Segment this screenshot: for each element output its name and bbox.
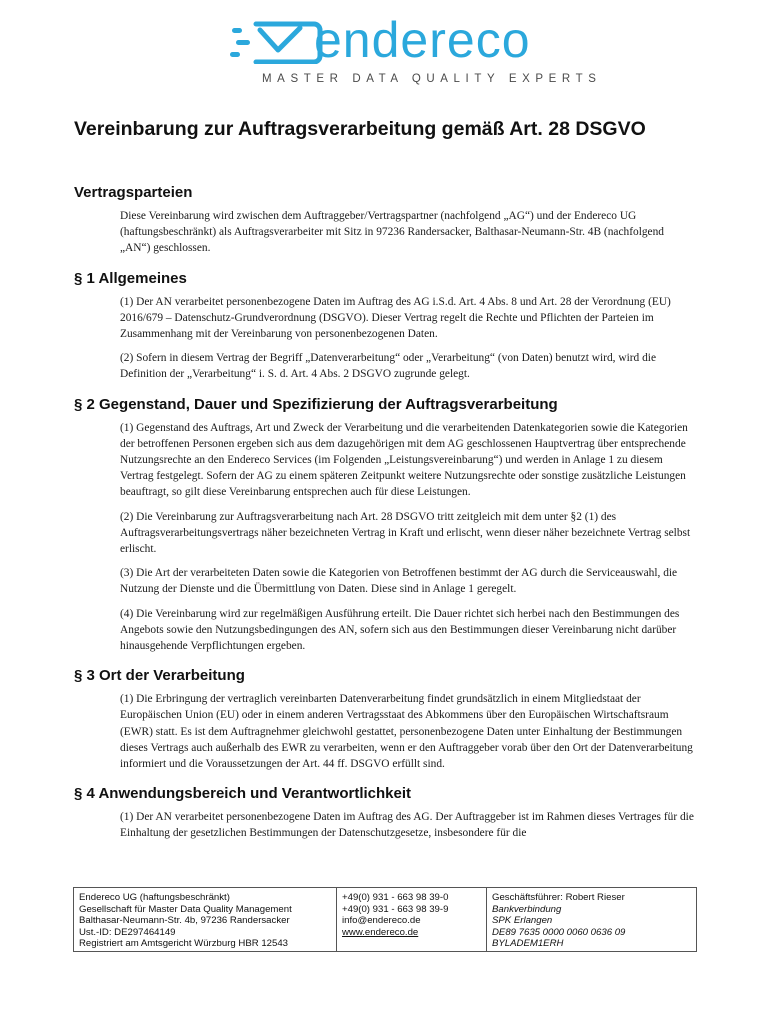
paragraph: (4) Die Vereinbarung wird zur regelmäßigen Ausführung erteilt. Die Dauer richtet sich herbei nach den Bestimmungen des Angebots sowie den Nutzungsbedingungen des AN, sofern sich aus den Bestimmungen dieser Vereinbarung nicht darüber hinausgehende Verpflichtungen ergeben. xyxy=(120,607,680,653)
section-1-general xyxy=(74,270,694,383)
footer-bank xyxy=(487,888,696,951)
footer-bank-label: Bankverbindung xyxy=(492,903,562,915)
envelope-check-icon xyxy=(230,20,326,64)
paragraph: (2) Sofern in diesem Vertrag der Begriff „Datenverarbeitung“ oder „Verarbeitung“ (von Daten) benutzt wird, wird die Definition der „Verarbeitung“ i. S. d. Art. 4 Abs. 2 DSGVO zugrunde gelegt. xyxy=(120,352,656,381)
paragraph: (2) Die Vereinbarung zur Auftragsverarbeitung nach Art. 28 DSGVO tritt zeitgleich mit dem unter §2 (1) des Auftragsverarbeitungsvertrags näher bezeichneten Vertrag in Kraft und erlischt, wenn dieser näher bezeichnete Vertrag selbst erlischt. xyxy=(120,510,691,556)
footer-website-link[interactable]: www.endereco.de xyxy=(342,926,419,938)
paragraph: (1) Gegenstand des Auftrags, Art und Zweck der Verarbeitung und die verarbeitenden Datenkategorien sowie die Kategorien der betroffenen Personen ergeben sich aus dem dazugehörigen mit dem AG geschlossenen Hauptvertrag über entsprechende Nutzungsrechte an den Endereco Services (im Folgenden „Leistungsvereinbarung“) und werden in Anlage 1 zu diesem Vertrag festgelegt. Sofern der AG zu einem späteren Zeitpunkt weitere Nutzungsrechte oder sonstige zusätzliche Leistungen beauftragt, so gilt diese Vereinbarung entsprechen auch für diese Leistungen. xyxy=(120,421,688,499)
section-4-scope xyxy=(74,785,694,841)
document-title: Vereinbarung zur Auftragsverarbeitung gemäß Art. 28 DSGVO xyxy=(74,118,646,140)
logo-tagline: MASTER DATA QUALITY EXPERTS xyxy=(262,73,602,85)
paragraph: (1) Der AN verarbeitet personenbezogene Daten im Auftrag des AG i.S.d. Art. 4 Abs. 8 und Art. 28 der Verordnung (EU) 2016/679 – Datenschutz-Grundverordnung (DSGVO). Dieser Vertrag regelt die Rechte und Pflichten der Parteien im Zusammenhang mit der Vereinbarung von personenbezogenen Daten. xyxy=(120,295,671,341)
section-heading: § 2 Gegenstand, Dauer und Spezifizierung der Auftragsverarbeitung xyxy=(74,395,558,413)
footer-iban: DE89 7635 0000 0060 0636 09 xyxy=(492,926,626,938)
paragraph: (1) Der AN verarbeitet personenbezogene Daten im Auftrag des AG. Der Auftraggeber ist im Rahmen dieses Vertrages für die Einhaltung der gesetzlichen Bestimmungen der Datenschutzgesetze, insbesondere für die xyxy=(120,811,694,840)
company-logo xyxy=(230,12,602,92)
logo-wordmark: endereco xyxy=(314,12,531,68)
paragraph: Diese Vereinbarung wird zwischen dem Auftraggeber/Vertragspartner (nachfolgend „AG“) und der Endereco UG (haftungsbeschränkt) als Auftragsverarbeiter mit Sitz in 97236 Randersacker, Balthasar-Neumann-Str. 4B (nachfolgend „AN“) geschlossen. xyxy=(120,210,665,255)
footer-vat-id: Ust.-ID: DE297464149 xyxy=(79,926,176,938)
section-parties xyxy=(74,184,694,257)
section-heading: § 3 Ort der Verarbeitung xyxy=(74,667,245,685)
page-footer xyxy=(73,887,697,952)
footer-address: Balthasar-Neumann-Str. 4b, 97236 Randersacker xyxy=(79,915,290,927)
section-heading: § 4 Anwendungsbereich und Verantwortlichkeit xyxy=(74,785,412,803)
footer-ceo: Geschäftsführer: Robert Rieser xyxy=(492,892,625,903)
section-2-subject xyxy=(74,396,694,655)
footer-company-name: Endereco UG (haftungsbeschränkt) xyxy=(79,892,230,903)
footer-bic: BYLADEM1ERH xyxy=(492,938,564,950)
section-heading: § 1 Allgemeines xyxy=(74,269,187,287)
footer-phone: +49(0) 931 - 663 98 39-0 xyxy=(342,892,449,903)
document-body xyxy=(74,184,694,855)
footer-email[interactable]: info@endereco.de xyxy=(342,915,421,927)
footer-bank-name: SPK Erlangen xyxy=(492,915,553,927)
section-heading: Vertragsparteien xyxy=(74,184,193,201)
footer-register: Registriert am Amtsgericht Würzburg HBR 12543 xyxy=(79,938,289,950)
paragraph: (1) Die Erbringung der vertraglich vereinbarten Datenverarbeitung findet grundsätzlich in einem Mitgliedstaat der Europäischen Union (EU) oder in einem anderen Vertragsstaat des Abkommens über den Europäischen Wirtschaftsraum (EWR) statt. Es ist dem Auftragnehmer gleichwohl gestattet, personenbezogene Daten unter Einhaltung der Bestimmungen dieses Vertrags auch außerhalb des EWR zu verarbeiten, wenn er den Auftraggeber vorab über den Ort der Datenverarbeitung informiert und die Voraussetzungen der Art. 44 ff. DSGVO erfüllt sind. xyxy=(120,693,693,771)
footer-company-info xyxy=(74,888,337,951)
section-3-location xyxy=(74,667,694,772)
footer-company-desc: Gesellschaft für Master Data Quality Management xyxy=(79,903,292,915)
paragraph: (3) Die Art der verarbeiteten Daten sowie die Kategorien von Betroffenen bestimmt der AG durch die Serviceauswahl, die Nutzung der Dienste und die Übermittlung von Daten. Diese sind in Anlage 1 geregelt. xyxy=(120,567,678,596)
footer-fax: +49(0) 931 - 663 98 39-9 xyxy=(342,903,449,915)
footer-contact xyxy=(337,888,487,951)
